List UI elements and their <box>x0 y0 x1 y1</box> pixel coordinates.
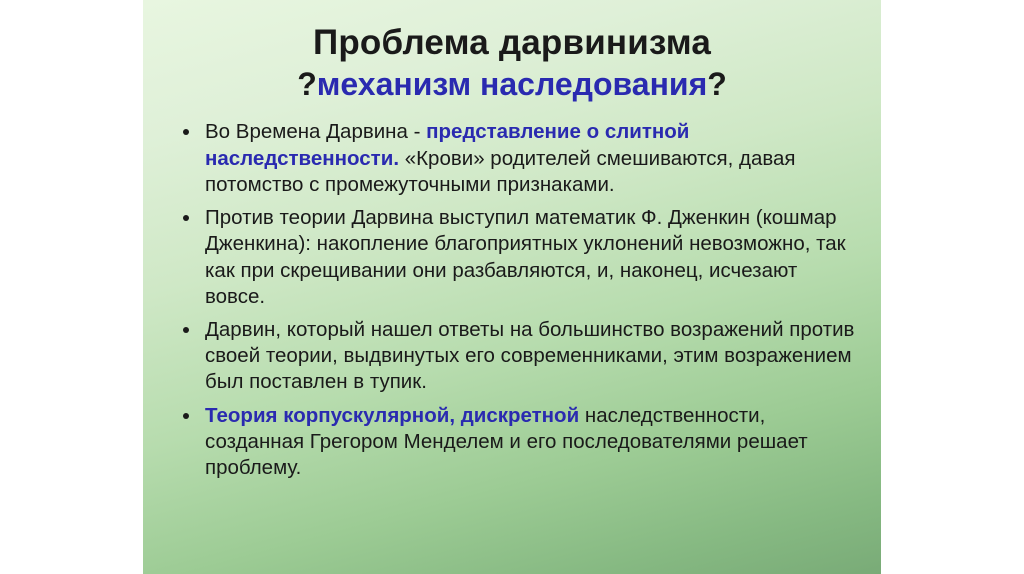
presentation-slide <box>143 0 881 574</box>
bullet-text-part: наследственности, созданная Грегором Менделем и его последователями решает проблему. <box>205 403 808 480</box>
title-subtitle-text: механизм наследования <box>316 65 708 102</box>
list-item <box>171 317 855 396</box>
bullet-list <box>171 119 855 481</box>
list-item <box>171 119 855 198</box>
list-item <box>171 403 855 482</box>
bullet-text-part: «Крови» родителей смешиваются, давая потомство с промежуточными признаками. <box>205 146 796 196</box>
bullet-text-part: Дарвин, который нашел ответы на большинство возражений против своей теории, выдвинутых его современниками, этим возражением был поставлен в тупик. <box>205 317 855 394</box>
bullet-dot-icon <box>183 129 189 135</box>
slide-title <box>143 0 881 101</box>
bullet-text-highlight: Теория корпускулярной, дискретной <box>205 403 580 427</box>
bullet-dot-icon <box>183 327 189 333</box>
list-item <box>171 205 855 310</box>
slide-body <box>143 119 881 481</box>
title-line-secondary <box>143 67 881 102</box>
bullet-text-highlight: представление о слитной наследственности. <box>205 120 690 170</box>
bullet-dot-icon <box>183 215 189 221</box>
bullet-dot-icon <box>183 413 189 419</box>
bullet-text-part: Против теории Дарвина выступил математик Ф. Дженкин (кошмар Дженкина): накопление благоприятных уклонений невозможно, так как при скрещивании они разбавляются, и, наконец, исчезают вовсе. <box>205 206 846 308</box>
title-line-primary: Проблема дарвинизма <box>312 23 712 62</box>
bullet-text-part: Во Времена Дарвина - <box>205 120 427 144</box>
title-question-mark-leading: ? <box>297 65 317 102</box>
title-question-mark-trailing: ? <box>707 65 727 102</box>
